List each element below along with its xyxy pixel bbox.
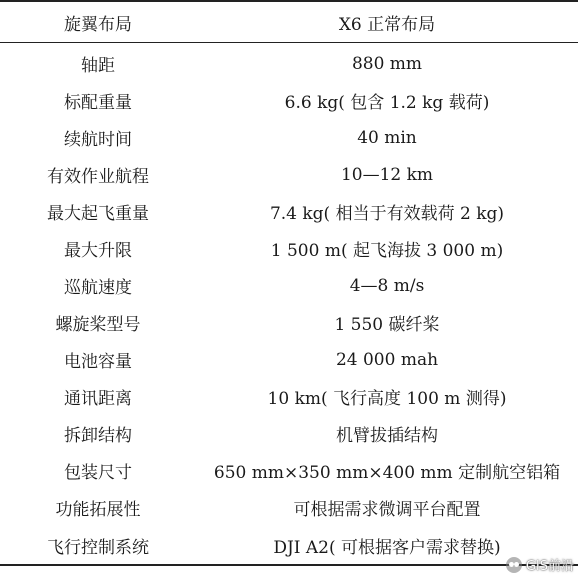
table-row <box>0 415 578 452</box>
row-label: 巡航速度 <box>64 278 132 298</box>
row-label: 续航时间 <box>64 130 132 150</box>
row-label: 标配重量 <box>64 93 132 113</box>
row-value: 可根据需求微调平台配置 <box>293 500 481 520</box>
row-label: 最大升限 <box>64 241 132 261</box>
row-value: 机臂拔插结构 <box>336 426 438 446</box>
row-value: 24 000 mah <box>335 349 439 370</box>
row-value: 1 550 碳纤桨 <box>334 315 440 335</box>
row-value: 880 mm <box>351 53 423 74</box>
row-value: 10—12 km <box>340 164 434 185</box>
row-value: 10 km( 飞行高度 100 m 测得) <box>267 389 507 409</box>
row-label: 功能拓展性 <box>55 500 141 520</box>
row-value: 4—8 m/s <box>349 275 425 296</box>
row-label: 螺旋桨型号 <box>55 315 141 335</box>
table-header-row <box>0 1 578 43</box>
row-value: 1 500 m( 起飞海拔 3 000 m) <box>270 241 504 261</box>
row-label: 通讯距离 <box>64 389 132 409</box>
row-value: 7.4 kg( 相当于有效载荷 2 kg) <box>269 204 505 224</box>
row-value: 6.6 kg( 包含 1.2 kg 载荷) <box>284 93 490 113</box>
row-label: 拆卸结构 <box>64 426 132 446</box>
row-value: 650 mm×350 mm×400 mm 定制航空铝箱 <box>213 463 561 483</box>
table-row <box>0 304 578 341</box>
row-label: 电池容量 <box>64 352 132 372</box>
watermark-text: GIS前沿 <box>525 559 574 574</box>
table-row <box>0 82 578 119</box>
row-label: 包装尺寸 <box>64 463 132 483</box>
table-row <box>0 378 578 415</box>
table-row <box>0 452 578 489</box>
row-label: 轴距 <box>81 56 115 76</box>
table-row <box>0 230 578 267</box>
table-row <box>0 156 578 193</box>
row-value: 40 min <box>357 127 417 148</box>
table-row <box>0 119 578 156</box>
table-row <box>0 193 578 230</box>
row-label: 飞行控制系统 <box>0 526 196 565</box>
header-rotor-layout: 旋翼布局 <box>0 1 196 43</box>
header-model-layout: X6 正常布局 <box>196 1 578 43</box>
table-row <box>0 43 578 83</box>
row-value: DJI A2( 可根据客户需求替换) <box>196 526 578 565</box>
row-label: 有效作业航程 <box>47 167 149 187</box>
table-row <box>0 341 578 378</box>
table-row <box>0 267 578 304</box>
table-row <box>0 526 578 565</box>
row-label: 最大起飞重量 <box>47 204 149 224</box>
table-row <box>0 489 578 526</box>
